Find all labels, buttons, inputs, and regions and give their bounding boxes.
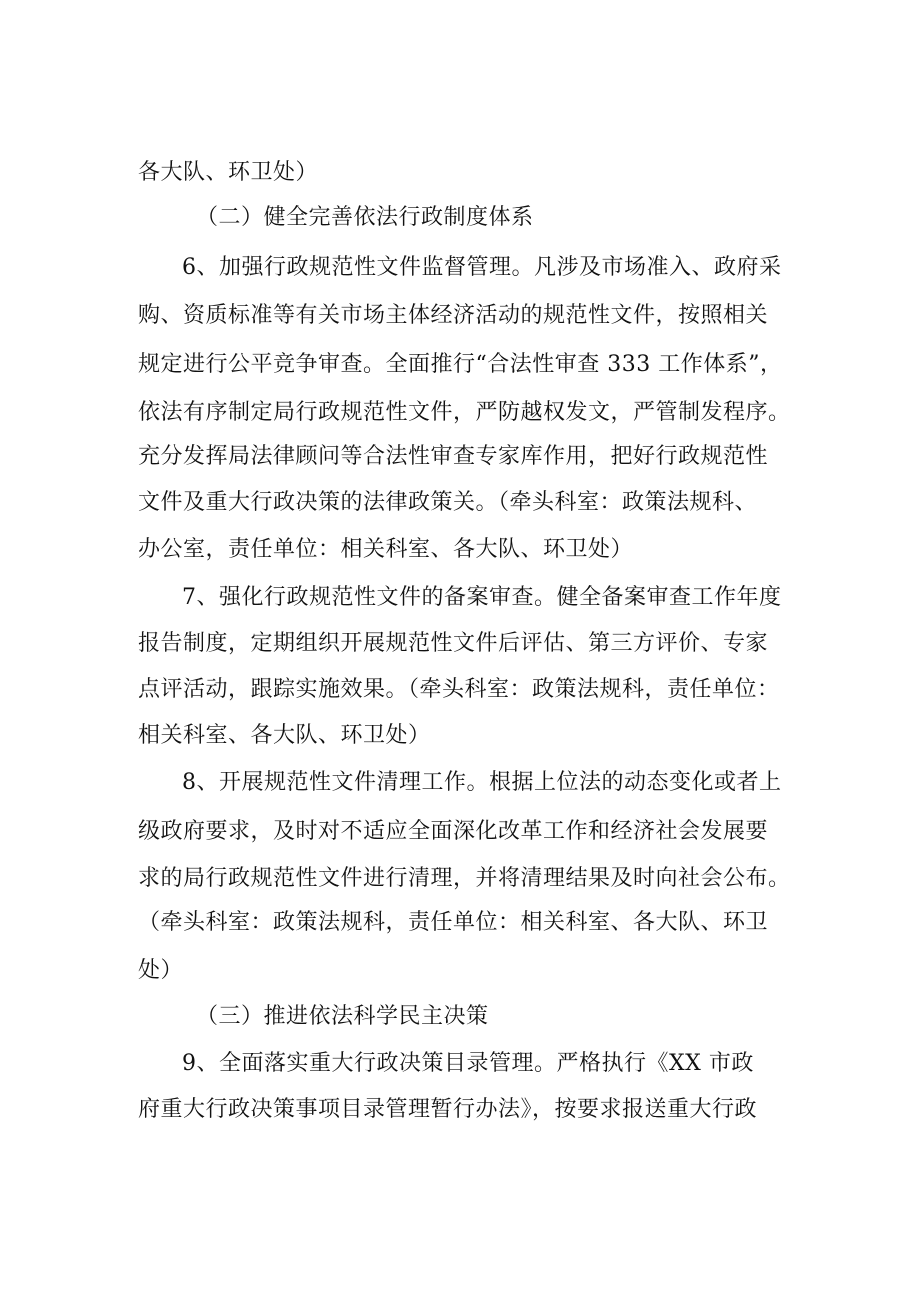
paragraph-line: 8、开展规范性文件清理工作。根据上位法的动态变化或者上: [182, 770, 782, 795]
paragraph-line: 相关科室、各大队、环卫处）: [138, 723, 431, 748]
paragraph-line: 9、全面落实重大行政决策目录管理。严格执行《XX 市政: [182, 1051, 754, 1076]
paragraph-line: 文件及重大行政决策的法律政策关。（牵头科室：政策法规科、: [138, 490, 758, 515]
paragraph-line: 求的局行政规范性文件进行清理，并将清理结果及时向社会公布。: [138, 866, 791, 891]
paragraph-line: 处）: [138, 958, 184, 983]
paragraph-line: 6、加强行政规范性文件监督管理。凡涉及市场准入、政府采: [182, 255, 782, 280]
section-heading: （二）健全完善依法行政制度体系: [196, 205, 534, 230]
paragraph-line: 府重大行政决策事项目录管理暂行办法》，按要求报送重大行政: [138, 1097, 758, 1122]
paragraph-line: 购、资质标准等有关市场主体经济活动的规范性文件，按照相关: [138, 303, 769, 328]
paragraph-line: 点评活动，跟踪实施效果。（牵头科室：政策法规科，责任单位：: [138, 677, 780, 702]
paragraph-line: 规定进行公平竞争审查。全面推行“合法性审查 333 工作体系”，: [138, 352, 783, 377]
paragraph-line: 充分发挥局法律顾问等合法性审查专家库作用，把好行政规范性: [138, 444, 769, 469]
paragraph-line: （牵头科室：政策法规科，责任单位：相关科室、各大队、环卫: [138, 910, 769, 935]
paragraph-line: 7、强化行政规范性文件的备案审查。健全备案审查工作年度: [182, 585, 782, 610]
section-heading: （三）推进依法科学民主决策: [196, 1004, 489, 1029]
paragraph-line: 报告制度，定期组织开展规范性文件后评估、第三方评价、专家: [138, 631, 769, 656]
paragraph-line: 依法有序制定局行政规范性文件，严防越权发文，严管制发程序。: [138, 400, 791, 425]
text-line: 各大队、环卫处）: [138, 160, 319, 185]
paragraph-line: 办公室，责任单位：相关科室、各大队、环卫处）: [138, 537, 634, 562]
paragraph-line: 级政府要求，及时对不适应全面深化改革工作和经济社会发展要: [138, 819, 769, 844]
